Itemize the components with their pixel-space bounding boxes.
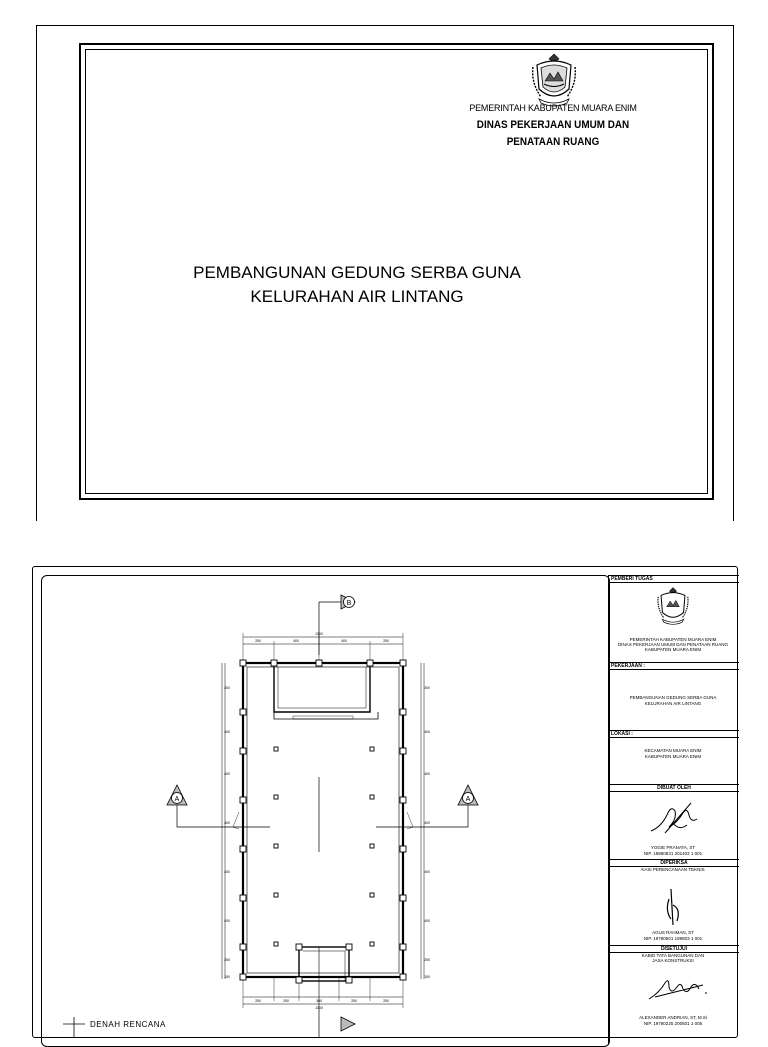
location-header: LOKASI : — [609, 730, 739, 738]
checked-name: AGUS RAHMAN, ST — [652, 930, 694, 935]
section-b-marker-bottom — [341, 1017, 355, 1031]
dim-bottom: 250 — [255, 999, 261, 1003]
approved-role-line1: KABID TATA BANGUNAN DAN — [641, 953, 705, 958]
dim-left: 400 — [224, 772, 230, 776]
dim-right: 400 — [424, 821, 430, 825]
project-title-line2: KELURAHAN AIR LINTANG — [250, 287, 464, 306]
dim-right: 400 — [424, 730, 430, 734]
signature-approver — [645, 975, 711, 1003]
regency-emblem-small-icon — [656, 587, 690, 625]
title-block — [608, 575, 739, 1045]
dim-right: 400 — [424, 772, 430, 776]
location-line2: KABUPATEN MUARA ENIM — [644, 754, 702, 759]
dim-top-total: 1300 — [315, 632, 323, 636]
dim-right: 400 — [424, 870, 430, 874]
dim-top: 250 — [255, 639, 261, 643]
dim-left: 400 — [224, 870, 230, 874]
department-name-line2: PENATAAN RUANG — [506, 136, 600, 148]
employer-line1: PEMERINTAH KABUPATEN MUARA ENIM — [629, 637, 717, 642]
department-name-line1: DINAS PEKERJAAN UMUM DAN — [476, 119, 630, 131]
plan-legend-title: DENAH RENCANA — [90, 1020, 166, 1029]
floor-plan-sheet — [32, 566, 738, 1038]
dim-left: 400 — [224, 821, 230, 825]
dim-left: 300 — [224, 686, 230, 690]
checked-nip: NIP. 19780601 199803 1 001 — [643, 936, 703, 941]
cover-sheet — [36, 25, 734, 521]
dim-left: 150 — [224, 975, 230, 979]
work-header: PEKERJAAN : — [609, 662, 739, 670]
dim-top: 400 — [341, 639, 347, 643]
location-line1: KECAMATAN MUARA ENIM — [644, 748, 702, 753]
dim-bottom: 250 — [351, 999, 357, 1003]
project-title-line1: PEMBANGUNAN GEDUNG SERBA GUNA — [193, 263, 521, 282]
signature-checker — [661, 885, 687, 927]
dim-right: 300 — [424, 686, 430, 690]
dim-top: 400 — [293, 639, 299, 643]
section-a-label-left: A — [174, 796, 180, 803]
dim-right: 150 — [424, 975, 430, 979]
made-by-name: YOGIE PRANATA, ST — [650, 845, 696, 850]
floor-plan-drawing — [33, 567, 608, 1037]
dim-right: 400 — [424, 919, 430, 923]
checked-header: DIPERIKSA — [609, 859, 739, 867]
government-name: PEMERINTAH KABUPATEN MUARA ENIM — [469, 103, 637, 113]
approved-header: DISETUJUI — [609, 945, 739, 953]
dim-left: 400 — [224, 730, 230, 734]
employer-header: PEMBERI TUGAS — [609, 575, 739, 583]
approved-role-line2: JASA KONSTRUKSI — [652, 958, 694, 963]
employer-line2: DINAS PEKERJAAN UMUM DAN PENATAAN RUANG — [617, 642, 729, 647]
made-by-header: DIBUAT OLEH — [609, 784, 739, 792]
work-line1: PEMBANGUNAN GEDUNG SERBA GUNA — [629, 695, 717, 700]
dim-left: 400 — [224, 919, 230, 923]
employer-line3: KABUPATEN MUARA ENIM — [644, 647, 702, 652]
section-b-label: B — [346, 600, 352, 607]
legend-symbol-icon — [63, 1017, 85, 1037]
made-by-nip: NIP. 19880831 201402 1 001 — [643, 851, 703, 856]
dim-bottom: 250 — [383, 999, 389, 1003]
approved-name: ALEXANDER ANDRIAN, ST, M.Si — [639, 1015, 707, 1020]
dim-right: 250 — [424, 958, 430, 962]
section-a-label-right: A — [465, 796, 471, 803]
dim-bottom-total: 1300 — [315, 1006, 323, 1010]
signature-maker — [647, 797, 701, 837]
dim-top: 250 — [383, 639, 389, 643]
regency-emblem-icon — [531, 53, 577, 107]
dim-left: 250 — [224, 958, 230, 962]
checked-role: KASI PERENCANAAN TEKNIS — [641, 867, 705, 872]
work-line2: KELURAHAN AIR LINTANG — [644, 701, 702, 706]
approved-nip: NIP. 19780225 200501 1 005 — [643, 1021, 703, 1026]
column-markers — [240, 660, 406, 983]
dim-bottom: 250 — [283, 999, 289, 1003]
dim-bottom: 300 — [316, 999, 322, 1003]
